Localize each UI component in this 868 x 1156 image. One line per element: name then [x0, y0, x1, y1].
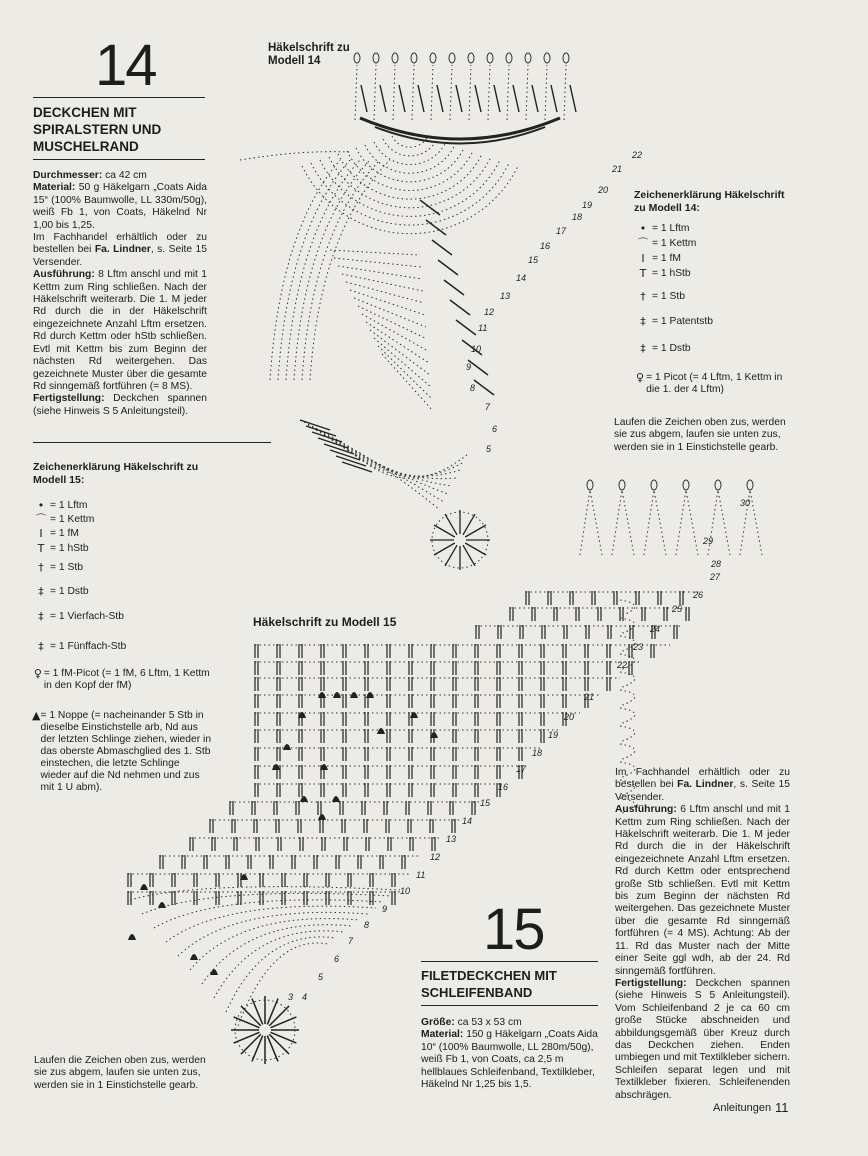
- stitch-chain: [526, 65, 528, 120]
- stitch-chain: [488, 65, 490, 120]
- picot-icon: [354, 53, 360, 63]
- round-number: 20: [564, 712, 575, 722]
- round-number: 29: [703, 536, 714, 546]
- stitch-arc: [310, 160, 390, 380]
- legend-text: = 1 Stb: [50, 562, 83, 573]
- model14-instructions: Durchmesser: ca 42 cm Material: 50 g Häkelgarn „Coats Aida 15“ (100% Baumwolle, LL 330m/50g), weiß Fb 1, von Coats, Häkelnd Nr 1,00 bis 1,25. Im Fachhandel erhältlich oder zu bestellen bei Fa. Lindner, s. Seite 15 Versender. Ausführung: 8 Lftm anschl und mit 1 Kettm zum Ring schließen. Nach der Häkelschrift weiterarb. Die 1. M jeder Rd durch die in der Häkelschrift eingezeichnete Anzahl Lftm ersetzen. Rd durch Kettm oder hStb schließen. Evtl mit Kettm bis zum Beginn der nächsten Rd weitergehen. Das gezeichnete Muster über die gesamte Rd sinngemäß fortführen (= 8 MS). Fertigstellung: Deckchen spannen (siehe Hinweis S 5 Anleitungsteil).: [33, 170, 207, 417]
- stitch-chain: [342, 274, 423, 291]
- legend-text: = 1 Dstb: [50, 586, 89, 597]
- stitch-mark: [241, 1034, 261, 1054]
- stitch-chain: [374, 338, 431, 387]
- stitch-mark: [513, 85, 519, 112]
- round-number: 9: [382, 904, 388, 914]
- stitch-chain: [355, 65, 357, 120]
- stitch-arc: [365, 145, 455, 173]
- stitch-chain: [507, 65, 509, 120]
- stitch-mark: [234, 1032, 260, 1043]
- round-number: 16: [540, 241, 551, 251]
- stitch-arc: [348, 450, 464, 476]
- round-number: 22: [632, 150, 643, 160]
- stitch-chain: [644, 490, 666, 555]
- stitch-mark: [532, 85, 538, 112]
- bobble-icon: [333, 692, 341, 698]
- bobble-icon: [210, 969, 218, 975]
- stitch-arc: [356, 148, 464, 182]
- stitch-mark: [271, 1017, 297, 1028]
- model15-legend-title: Zeichenerklärung Häkelschrift zu Modell 15:: [33, 461, 199, 486]
- stitch-arc: [154, 900, 384, 928]
- round-number: 23: [633, 642, 644, 652]
- legend-text: = 1 hStb: [50, 543, 89, 554]
- stitch-arc: [332, 440, 456, 479]
- stitch-arc: [300, 420, 440, 510]
- round-number: 30: [740, 498, 751, 508]
- round-number: 14: [516, 273, 527, 283]
- stitch-arc: [130, 887, 400, 900]
- bobble-icon: [318, 814, 326, 820]
- model14-chart-title: Häkelschrift zu Modell 14: [268, 42, 350, 67]
- stitch-mark: [267, 999, 278, 1025]
- rule: [421, 961, 598, 962]
- stitch-chain: [330, 250, 420, 255]
- stitch-arc: [620, 744, 635, 760]
- picot-icon: [449, 53, 455, 63]
- bobble-icon: [320, 764, 328, 770]
- stitch-chain: [545, 65, 547, 120]
- bobble-icon: [366, 692, 374, 698]
- legend-text: = 1 Kettm: [50, 514, 95, 525]
- stitch-arc: [142, 893, 392, 914]
- model15-chart-title: Häkelschrift zu Modell 15: [253, 615, 397, 629]
- legend-symbol-icon: •: [639, 222, 647, 235]
- round-number: 11: [416, 870, 426, 880]
- legend-symbol-icon: I: [39, 527, 43, 540]
- stitch-chain: [346, 282, 424, 303]
- legend-symbol-icon: †: [38, 561, 44, 574]
- model14-note: Laufen die Zeichen oben zus, werden sie zus abgem, laufen sie unten zus, werden sie in 1 Einstichstelle gearb.: [614, 417, 786, 453]
- stitch-chain: [354, 298, 426, 327]
- stitch-mark: [234, 1017, 260, 1028]
- legend-text: = 1 Noppe (= nacheinander 5 Stb in dieselbe Einstichstelle arb, Nd aus der letzten Schlinge ziehen, wieder in das oberste Abmaschglied des 1. Stb einstechen, die letzte Schlinge wieder auf die Nd nehmen und zus mit 1 U abm).: [40, 710, 212, 793]
- round-number: 19: [548, 730, 559, 740]
- legend-text: = 1 Dstb: [652, 343, 691, 354]
- stitch-chain: [676, 490, 698, 555]
- legend-text: = 1 Kettm: [652, 238, 697, 249]
- stitch-chain: [412, 65, 414, 120]
- stitch-mark: [361, 85, 367, 112]
- stitch-arc: [311, 163, 509, 225]
- page-number: 11: [775, 1100, 789, 1115]
- round-number: 8: [470, 383, 476, 393]
- picot-icon: [651, 480, 657, 490]
- round-number: 5: [486, 444, 492, 454]
- stitch-chain: [240, 152, 350, 160]
- stitch-mark: [456, 320, 476, 335]
- round-number: 5: [318, 972, 324, 982]
- legend-text: = 1 fM-Picot (= 1 fM, 6 Lftm, 1 Kettm in den Kopf der fM): [43, 668, 210, 691]
- bobble-icon: [140, 884, 148, 890]
- stitch-arc: [286, 160, 360, 380]
- picot-icon: [373, 53, 379, 63]
- stitch-arc: [374, 142, 446, 165]
- stitch-arc: [620, 690, 635, 706]
- bobble-icon: [332, 796, 340, 802]
- legend-symbol-icon: ♀: [33, 667, 42, 680]
- bobble-icon: [190, 954, 198, 960]
- legend-text: = 1 Picot (= 4 Lftm, 1 Kettm in die 1. der 4 Lftm): [646, 372, 783, 395]
- stitch-arc: [620, 726, 635, 742]
- stitch-mark: [418, 85, 424, 112]
- round-number: 17: [556, 226, 567, 236]
- round-number: 7: [348, 936, 354, 946]
- picot-icon: [411, 53, 417, 63]
- round-number: 6: [334, 954, 340, 964]
- round-number: 19: [582, 200, 593, 210]
- picot-icon: [587, 480, 593, 490]
- stitch-arc: [347, 151, 473, 190]
- stitch-chain: [450, 65, 452, 120]
- legend-text: = 1 fM: [652, 253, 681, 264]
- stitch-mark: [494, 85, 500, 112]
- legend-symbol-icon: ⌒: [35, 513, 47, 526]
- legend-text: = 1 Lftm: [50, 500, 88, 511]
- legend-text: = 1 Lftm: [652, 223, 690, 234]
- stitch-arc: [620, 672, 635, 688]
- stitch-chain: [393, 65, 395, 120]
- stitch-chain: [370, 330, 430, 375]
- stitch-arc: [356, 454, 468, 478]
- stitch-mark: [475, 85, 481, 112]
- legend-symbol-icon: ‡: [38, 610, 44, 623]
- stitch-chain: [362, 314, 428, 351]
- round-number: 15: [528, 255, 539, 265]
- round-number: 4: [302, 992, 308, 1002]
- round-number: 10: [400, 886, 411, 896]
- picot-icon: [525, 53, 531, 63]
- footer-section: Anleitungen: [713, 1102, 772, 1114]
- stitch-arc: [340, 445, 460, 476]
- stitch-mark: [420, 200, 440, 215]
- stitch-mark: [252, 999, 263, 1025]
- stitch-chain: [374, 65, 376, 120]
- model15-title: FILETDECKCHEN MIT SCHLEIFENBAND: [421, 968, 557, 1000]
- stitch-mark: [438, 260, 458, 275]
- legend-text: = 1 Fünffach-Stb: [50, 641, 127, 652]
- stitch-mark: [450, 300, 470, 315]
- model14-legend-title: Zeichenerklärung Häkelschrift zu Modell 14:: [634, 189, 785, 214]
- bobble-icon: [128, 934, 136, 940]
- stitch-band: [375, 127, 545, 144]
- stitch-arc: [238, 943, 328, 1026]
- stitch-mark: [551, 85, 557, 112]
- stitch-arc: [278, 160, 350, 380]
- stitch-mark: [267, 1036, 278, 1062]
- legend-symbol-icon: ▲: [32, 709, 41, 722]
- stitch-arc: [214, 931, 344, 998]
- round-number: 10: [471, 344, 482, 354]
- bobble-icon: [350, 692, 358, 698]
- stitch-mark: [456, 85, 462, 112]
- round-number: 8: [364, 920, 370, 930]
- legend-symbol-icon: ‡: [640, 342, 646, 355]
- stitch-mark: [252, 1036, 263, 1062]
- round-number: 12: [430, 852, 441, 862]
- stitch-mark: [432, 240, 452, 255]
- round-number: 20: [598, 185, 609, 195]
- stitch-arc: [302, 166, 518, 234]
- stitch-mark: [474, 380, 494, 395]
- picot-icon: [506, 53, 512, 63]
- bobble-icon: [272, 764, 280, 770]
- stitch-chain: [564, 65, 566, 120]
- round-number: 21: [612, 164, 623, 174]
- round-number: 18: [572, 212, 583, 222]
- model15-number: 15: [483, 897, 544, 962]
- stitch-chain: [378, 346, 432, 399]
- model15-materials: Größe: ca 53 x 53 cm Material: 150 g Häkelgarn „Coats Aida 10“ (100% Baumwolle, LL 280m/50g), weiß Fb 1, von Coats, ca 2,5 m hellblaues Schleifenband, Textilkleber, Häkelnd Nr 1,25 bis 1,5.: [421, 1017, 598, 1091]
- picot-icon: [430, 53, 436, 63]
- stitch-arc: [302, 160, 380, 380]
- stitch-arc: [329, 157, 491, 208]
- picot-icon: [544, 53, 550, 63]
- model15-instructions: Im Fachhandel erhältlich oder zu bestellen bei Fa. Lindner, s. Seite 15 Versender. Ausführung: 6 Lftm anschl und mit 1 Kettm zum Ring schließen. Nach der Häkelschrift weiterarb. Die 1. M jeder Rd durch die in der Häkelschrift eingezeichnete Anzahl Lftm ersetzen. Rd durch Kettm oder entsprechend große Stb schließen. Evtl mit Kettm bis zum Beginn der nächsten Rd weitergehen. Das gezeichnete Muster über die gesamte Rd sinngemäß fortführen (= 4 MS). Achtung: Ab der 11. Rd das Muster nach der Mitte einer Seite ggl wdh, ab der 24. Rd sinngemäß fortführen. Fertigstellung: Deckchen spannen (siehe Hinweis S 5 Anleitungsteil). Vom Schleifenband 2 je ca 60 cm große Stücke abschneiden und abbildungsgemäß über Kreuz durch das Deckchen ziehen. Enden umbiegen und mit Textilkleber sichern. Schleifen separat legen und mit Textilkleber fixieren. Schleifenenden abschrägen.: [615, 767, 790, 1101]
- bobble-icon: [158, 902, 166, 908]
- legend-text: = 1 hStb: [652, 268, 691, 279]
- round-number: 17: [516, 764, 527, 774]
- round-number: 27: [710, 572, 721, 582]
- round-number: 16: [498, 782, 509, 792]
- picot-icon: [487, 53, 493, 63]
- picot-icon: [747, 480, 753, 490]
- legend-text: = 1 Patentstb: [652, 316, 713, 327]
- bobble-icon: [283, 744, 291, 750]
- stitch-chain: [338, 266, 422, 279]
- bobble-icon: [377, 728, 385, 734]
- stitch-arc: [178, 912, 368, 956]
- stitch-mark: [269, 1006, 289, 1026]
- stitch-arc: [620, 708, 635, 724]
- round-number: 6: [492, 424, 498, 434]
- stitch-arc: [320, 160, 500, 216]
- bobble-icon: [410, 712, 418, 718]
- stitch-mark: [437, 85, 443, 112]
- stitch-mark: [399, 85, 405, 112]
- stitch-mark: [269, 1034, 289, 1054]
- legend-symbol-icon: ‡: [38, 585, 44, 598]
- round-number: 26: [693, 590, 704, 600]
- stitch-chain: [366, 322, 429, 363]
- model14-number: 14: [95, 33, 156, 98]
- stitch-mark: [241, 1006, 261, 1026]
- stitch-chain: [431, 65, 433, 120]
- legend-text: = 1 fM: [50, 528, 79, 539]
- bobble-icon: [318, 692, 326, 698]
- stitch-chain: [334, 258, 421, 267]
- round-number: 15: [480, 798, 491, 808]
- legend-symbol-icon: T: [639, 267, 647, 280]
- stitch-chain: [469, 65, 471, 120]
- legend-symbol-icon: T: [37, 542, 45, 555]
- round-number: 28: [711, 559, 722, 569]
- legend-symbol-icon: ⌒: [637, 237, 649, 250]
- stitch-chain: [580, 490, 602, 555]
- round-number: 13: [446, 834, 457, 844]
- picot-icon: [715, 480, 721, 490]
- round-number: 3: [288, 992, 294, 1002]
- legend-symbol-icon: ♀: [636, 371, 645, 384]
- stitch-band: [360, 118, 560, 139]
- stitch-chain: [612, 490, 634, 555]
- round-number: 18: [532, 748, 543, 758]
- picot-icon: [563, 53, 569, 63]
- model15-note: Laufen die Zeichen oben zus, werden sie zus abgem, laufen sie unten zus, werden sie in 1 Einstichstelle gearb.: [34, 1055, 206, 1091]
- round-number: 7: [485, 402, 491, 412]
- bobble-icon: [300, 796, 308, 802]
- legend-symbol-icon: ‡: [640, 315, 646, 328]
- picot-icon: [619, 480, 625, 490]
- round-number: 24: [650, 624, 661, 634]
- round-number: 13: [500, 291, 511, 301]
- stitch-arc: [202, 925, 352, 984]
- stitch-mark: [380, 85, 386, 112]
- round-number: 14: [462, 816, 473, 826]
- round-number: 21: [584, 692, 595, 702]
- stitch-chain: [358, 306, 427, 339]
- round-number: 9: [466, 362, 472, 372]
- round-number: 25: [672, 604, 683, 614]
- round-number: 11: [478, 323, 488, 333]
- picot-icon: [392, 53, 398, 63]
- stitch-mark: [444, 280, 464, 295]
- legend-text: = 1 Vierfach-Stb: [50, 611, 124, 622]
- legend-symbol-icon: †: [640, 290, 646, 303]
- model14-title: DECKCHEN MIT SPIRALSTERN UND MUSCHELRAND: [33, 105, 162, 154]
- legend-text: = 1 Stb: [652, 291, 685, 302]
- legend-symbol-icon: •: [37, 499, 45, 512]
- legend-symbol-icon: I: [641, 252, 645, 265]
- round-number: 22: [617, 660, 628, 670]
- round-number: 12: [484, 307, 495, 317]
- picot-icon: [468, 53, 474, 63]
- rule: [421, 1005, 598, 1006]
- stitch-mark: [570, 85, 576, 112]
- legend-symbol-icon: ‡: [38, 640, 44, 653]
- stitch-mark: [271, 1032, 297, 1043]
- picot-icon: [683, 480, 689, 490]
